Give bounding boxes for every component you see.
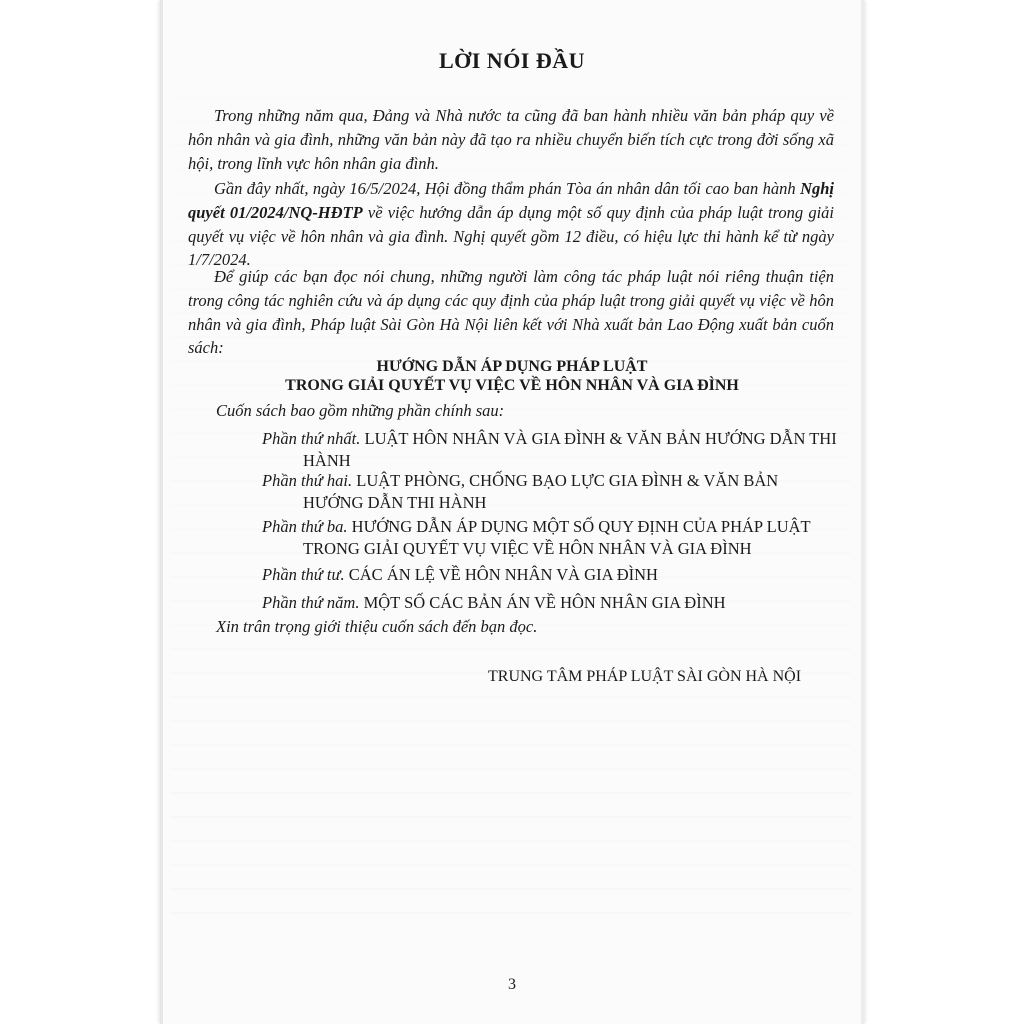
contents-intro: Cuốn sách bao gồm những phần chính sau: bbox=[216, 401, 505, 420]
paragraph-1: Trong những năm qua, Đảng và Nhà nước ta cũng đã ban hành nhiều văn bản pháp quy về hôn nhân và gia đình, những văn bản này đã tạo ra nhiều chuyển biến tích cực trong đời sống xã hội, trong lĩnh vực hôn nhân gia đình. bbox=[188, 106, 834, 173]
part-2-label: Phần thứ hai. bbox=[262, 471, 353, 490]
part-1 bbox=[262, 428, 842, 472]
part-3-text-cont: TRONG GIẢI QUYẾT VỤ VIỆC VỀ HÔN NHÂN VÀ GIA ĐÌNH bbox=[303, 539, 752, 558]
paragraph-3: Để giúp các bạn đọc nói chung, những người làm công tác pháp luật nói riêng thuận tiện trong công tác nghiên cứu và áp dụng các quy định của pháp luật trong giải quyết vụ việc về hôn nhân và gia đình, Pháp luật Sài Gòn Hà Nội liên kết với Nhà xuất bản Lao Động xuất bản cuốn sách: bbox=[188, 267, 834, 358]
signature: TRUNG TÂM PHÁP LUẬT SÀI GÒN HÀ NỘI bbox=[488, 668, 802, 685]
part-4 bbox=[262, 564, 842, 586]
part-2-text: LUẬT PHÒNG, CHỐNG BẠO LỰC GIA ĐÌNH & VĂN BẢN bbox=[352, 471, 779, 490]
part-4-text: CÁC ÁN LỆ VỀ HÔN NHÂN VÀ GIA ĐÌNH bbox=[344, 565, 658, 584]
closing-line: Xin trân trọng giới thiệu cuốn sách đến bạn đọc. bbox=[216, 617, 538, 636]
part-1-label: Phần thứ nhất. bbox=[262, 429, 361, 448]
part-5-text: MỘT SỐ CÁC BẢN ÁN VỀ HÔN NHÂN GIA ĐÌNH bbox=[359, 593, 726, 612]
part-2-text-cont: HƯỚNG DẪN THI HÀNH bbox=[303, 493, 487, 512]
book-title-line-2: TRONG GIẢI QUYẾT VỤ VIỆC VỀ HÔN NHÂN VÀ GIA ĐÌNH bbox=[285, 377, 739, 394]
part-3-text: HƯỚNG DẪN ÁP DỤNG MỘT SỐ QUY ĐỊNH CỦA PHÁP LUẬT bbox=[347, 517, 811, 536]
part-1-text-cont: HÀNH bbox=[303, 451, 351, 470]
paragraph-2-text-a: Gần đây nhất, ngày 16/5/2024, Hội đồng thẩm phán Tòa án nhân dân tối cao ban hành bbox=[214, 179, 801, 198]
part-3 bbox=[262, 516, 842, 560]
resolution-reference: Nghị quyết 01/2024/NQ-HĐTP bbox=[188, 179, 834, 222]
book-title-line-1: HƯỚNG DẪN ÁP DỤNG PHÁP LUẬT bbox=[376, 358, 648, 375]
paragraph-2 bbox=[188, 177, 834, 272]
part-1-text: LUẬT HÔN NHÂN VÀ GIA ĐÌNH & VĂN BẢN HƯỚNG DẪN THI bbox=[360, 429, 837, 448]
part-3-label: Phần thứ ba. bbox=[262, 517, 348, 536]
page-title: LỜI NÓI ĐẦU bbox=[438, 48, 586, 73]
paragraph-2-text-b: về việc hướng dẫn áp dụng một số quy định của pháp luật trong giải quyết vụ việc về hôn nhân và gia đình. Nghị quyết gồm 12 điều, có hiệu lực thi hành kể từ ngày 1/7/2024. bbox=[188, 202, 835, 270]
part-2 bbox=[262, 470, 842, 514]
page-number: 3 bbox=[508, 976, 516, 993]
part-4-label: Phần thứ tư. bbox=[262, 565, 345, 584]
part-5 bbox=[262, 592, 842, 614]
part-5-label: Phần thứ năm. bbox=[262, 593, 360, 612]
